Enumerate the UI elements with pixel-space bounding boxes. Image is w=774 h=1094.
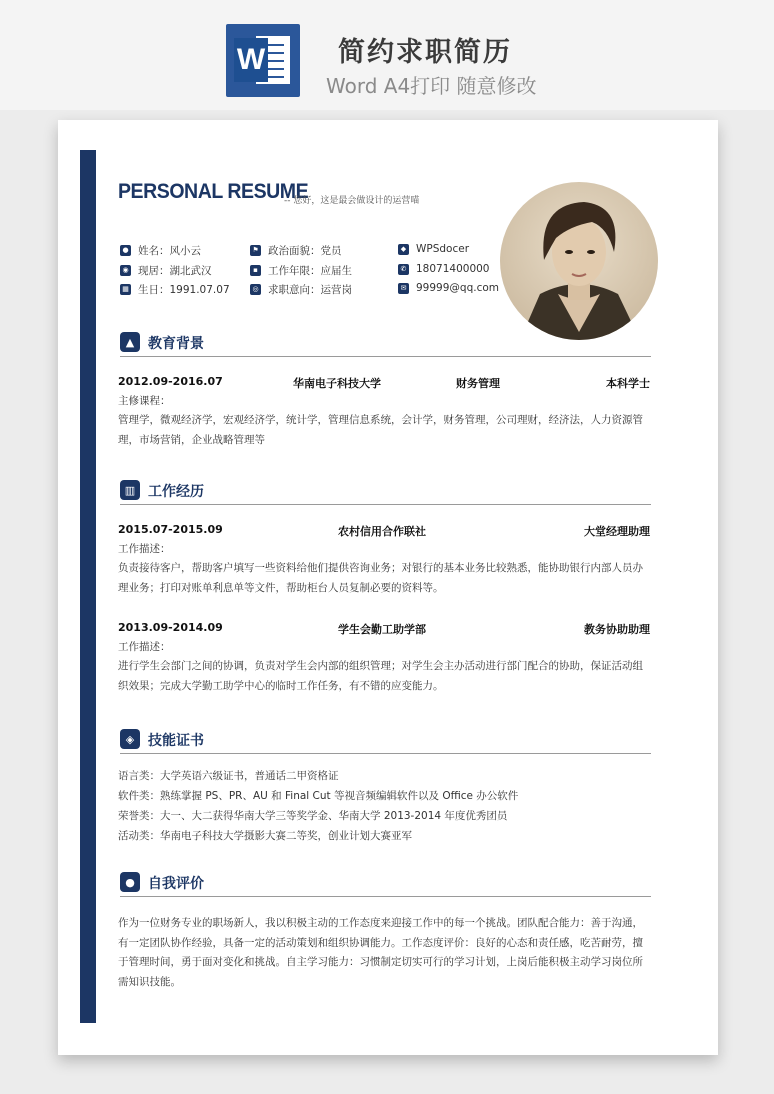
info-politics: ⚑ 政治面貌：党员 bbox=[250, 243, 342, 258]
flag-icon: ⚑ bbox=[250, 245, 261, 256]
section-title: 工作经历 bbox=[148, 484, 204, 500]
person-icon: ● bbox=[120, 872, 140, 892]
job-desc: 进行学生会部门之间的协调，负责对学生会内部的组织管理；对学生会主办活动进行部门配合的协助，保证活动组织效果；完成大学勤工助学中心的临时工作任务，有不错的应变能力。 bbox=[118, 660, 643, 692]
section-work-header bbox=[120, 478, 651, 505]
education-courses: 管理学，微观经济学，宏观经济学，统计学，管理信息系统，会计学，财务管理，公司理财，经济法，人力资源管理，市场营销，企业战略管理等 bbox=[118, 414, 643, 446]
job-desc-label: 工作描述： bbox=[118, 641, 171, 653]
info-name: ● 姓名：风小云 bbox=[120, 243, 201, 258]
job-org: 学生会勤工助学部 bbox=[338, 623, 426, 636]
mail-icon: ✉ bbox=[398, 283, 409, 294]
job-role: 大堂经理助理 bbox=[584, 525, 650, 538]
team-icon: ▪ bbox=[250, 265, 261, 276]
word-icon bbox=[226, 24, 300, 97]
target-icon: ◎ bbox=[250, 284, 261, 295]
phone-icon: ✆ bbox=[398, 264, 409, 275]
job-org: 农村信用合作联社 bbox=[338, 525, 426, 538]
banner-subtitle: Word A4打印 随意修改 bbox=[326, 74, 537, 98]
skill-line: 语言类：大学英语六级证书，普通话二甲资格证 bbox=[118, 770, 339, 782]
certificate-icon: ◈ bbox=[120, 729, 140, 749]
education-degree: 本科学士 bbox=[606, 377, 650, 390]
banner bbox=[0, 0, 774, 110]
self-evaluation-text: 作为一位财务专业的职场新人，我以积极主动的工作态度来迎接工作中的每一个挑战。团队配合能力：善于沟通，有一定团队协作经验，具备一定的活动策划和组织协调能力。工作态度评价：良好的心态和责任感，吃苦耐劳，擅于管理时间，勇于面对变化和挑战。自主学习能力：习惯制定切实可行的学习计划，上岗后能积极主动学习岗位所需知识技能。 bbox=[118, 917, 643, 988]
location-icon: ◉ bbox=[120, 265, 131, 276]
skill-line: 荣誉类：大一、大二获得华南大学三等奖学金、华南大学 2013-2014 年度优秀团员 bbox=[118, 810, 508, 822]
skill-line: 活动类：华南电子科技大学摄影大赛二等奖，创业计划大赛亚军 bbox=[118, 830, 412, 842]
word-icon-letter: W bbox=[234, 38, 268, 82]
job-role: 教务协助助理 bbox=[584, 623, 650, 636]
graduation-cap-icon: ▲ bbox=[120, 332, 140, 352]
education-period: 2012.09-2016.07 bbox=[118, 375, 223, 388]
info-years: ▪ 工作年限：应届生 bbox=[250, 263, 352, 278]
education-course-label: 主修课程： bbox=[118, 395, 171, 407]
resume-title: PERSONAL RESUME bbox=[118, 180, 309, 203]
user-icon: ● bbox=[120, 245, 131, 256]
info-location: ◉ 现居：湖北武汉 bbox=[120, 263, 212, 278]
job-period: 2013.09-2014.09 bbox=[118, 621, 223, 634]
profile-photo bbox=[500, 182, 658, 340]
section-title: 教育背景 bbox=[148, 336, 204, 352]
section-title: 自我评价 bbox=[148, 876, 204, 892]
chat-icon: ◆ bbox=[398, 244, 409, 255]
education-school: 华南电子科技大学 bbox=[293, 377, 381, 390]
info-intent: ◎ 求职意向：运营岗 bbox=[250, 282, 352, 297]
section-skills-header bbox=[120, 727, 651, 754]
job-row bbox=[118, 621, 650, 635]
job-desc: 负责接待客户，帮助客户填写一些资料给他们提供咨询业务；对银行的基本业务比较熟悉，能协助银行内部人员办理业务；打印对账单利息单等文件，帮助柜台人员复制必要的资料等。 bbox=[118, 562, 643, 594]
education-row bbox=[118, 375, 650, 389]
section-self-header bbox=[120, 870, 651, 897]
education-major: 财务管理 bbox=[456, 377, 500, 390]
job-row bbox=[118, 523, 650, 537]
job-period: 2015.07-2015.09 bbox=[118, 523, 223, 536]
job-desc-label: 工作描述： bbox=[118, 543, 171, 555]
info-phone: ✆ 18071400000 bbox=[398, 263, 490, 275]
section-title: 技能证书 bbox=[148, 733, 204, 749]
section-education-header bbox=[120, 330, 651, 357]
resume-tagline: -- 您好，这是最会做设计的运营喵 bbox=[284, 196, 420, 206]
info-wechat: ◆ WPSdocer bbox=[398, 243, 469, 255]
banner-title: 简约求职简历 bbox=[338, 37, 512, 68]
info-birth: ▦ 生日：1991.07.07 bbox=[120, 282, 230, 297]
skill-line: 软件类：熟练掌握 PS、PR、AU 和 Final Cut 等视音频编辑软件以及 Office 办公软件 bbox=[118, 790, 519, 802]
resume-page bbox=[58, 120, 718, 1055]
side-accent-bar bbox=[80, 150, 96, 1023]
calendar-icon: ▦ bbox=[120, 284, 131, 295]
info-email: ✉ 99999@qq.com bbox=[398, 282, 499, 294]
bar-chart-icon: ▥ bbox=[120, 480, 140, 500]
